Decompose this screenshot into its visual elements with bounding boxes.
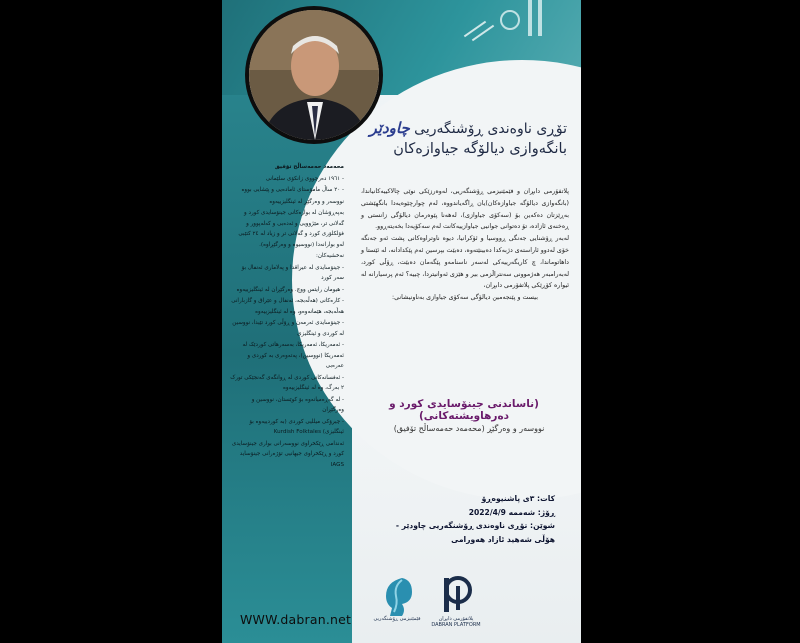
bio-item: - ٢٠ ساڵ مامۆستای ئامادەیی و پێشایی بووە: [241, 187, 344, 193]
body-paragraph: پلاتفۆرمی دابڕان و فێمێنیزمی ڕۆشنگەریی، لەوەرزێکی نوێی چالاکییەکانیاندا، (بانگەوازی دیالۆگە جیاوازەکان)یان ڕاگەیاندووە، لەم چوارچێوەیەدا بانگهێشتی بەڕێزتان دەکەین بۆ (سەکۆی جیاوازی)، لەهەنا پێوەرمان دیالۆگی زانستی و ڕەخنەی ئازادە، تۆ دەتوانی جوانیی جیاوازییەکانت لەم سەکۆیەدا بخەیتەڕوو.: [361, 188, 569, 231]
bio-item: - جینۆسایدی لە عیراقدا و پەلاماری ئەنفال بۆ سەر کورد: [241, 264, 344, 281]
lecture-title: (ناساندنی جینۆسایدی کورد و دەرهاویشتەکانی): [389, 398, 539, 422]
bio-item: - هیومان رایتس ووچ. وەرگێڕان لە ئینگلیزییەوە: [236, 286, 344, 293]
bio-item: - چیرۆکی میللیی کوردی (بە کوردییەوە بۆ ئینگلیزی) Kurdish Folktales: [249, 418, 344, 435]
dabran-caption-ku: پلاتفۆرمی دابڕان: [438, 616, 474, 622]
bio-item: نەخشیەکان:: [315, 253, 344, 259]
bio-item: - ئەفسانەکانی کوردی لە ڕوانگەی گەنجێکی تورک ٢ بەرگ، وە لە ئینگلیزییەوە: [230, 374, 344, 391]
dabran-logo-caption: [428, 616, 484, 628]
event-poster: [222, 0, 581, 643]
website-url: WWW.dabran.net: [240, 612, 352, 627]
event-details: [385, 492, 555, 546]
event-time: کات: ٣ی پاشنیوەڕۆ: [481, 494, 555, 503]
decorative-ring-icon: [500, 10, 520, 30]
chawder-logo-text: چاودێر: [369, 119, 410, 137]
dabran-caption-en: DABRAN PLATFORM: [431, 622, 481, 628]
bio-item: - ئەمەریکا، ئەمەریکا، بەسەرهاتی کوردێک لە ئەمەریکا (نووسین)، پەتەوەری بە کوردی و عەرەبی: [242, 342, 344, 369]
title-line-1: تۆڕی ناوەندی ڕۆشنگەریی: [414, 121, 567, 137]
event-date: ڕۆژ: شەممە 2022/4/9: [468, 507, 555, 517]
bio-item: - لە گەڕەمیانەوە بۆ کوێستان، نووسین و وەرگێڕان: [251, 396, 344, 413]
speaker-name: نووسەر و وەرگێڕ (محەمەد حەمەساڵح تۆفیق): [393, 424, 545, 433]
invitation-body: [361, 186, 569, 304]
dabran-logo-icon: [436, 572, 476, 616]
bio-heading: محەمەد حەمەساڵح تۆفیق: [274, 164, 344, 170]
bio-item: نووسەر و وەرگێڕ لە ئینگلیزییەوە: [269, 198, 344, 205]
bio-item: بەپەڕۆشان لە بوارەکانی جینۆسایدی کورد و گەلانی تر، مێژوویی و ئەدەبی و کەلەپوور و فۆلکلۆری کورد و گەلانی تر و زیاد لە ٢٤ کتێبی لەو بوارانەدا (نووسیوە و وەرگێڕاوە).: [238, 210, 344, 248]
feminism-logo-caption: فێمێنیزمی ڕۆشنگەریی: [373, 616, 421, 622]
poster-title: [317, 118, 567, 159]
event-place: شوێن: تۆڕی ناوەندی ڕۆشنگەریی چاودێر - هۆڵی شەهید ئازاد هەورامی: [395, 521, 555, 544]
bio-item: - ١٩٦١ دەرچووی زانکۆی سلێمانی: [265, 175, 344, 182]
bio-item: ئەندامی ڕێکخراوی نووسەرانی بواری جینۆسایدی کورد و ڕێکخراوی جیهانیی تۆژەرانی جینۆساید IAGS: [231, 440, 344, 468]
body-paragraph: لەبەر ڕۆشنایی جەنگی ڕووسیا و ئۆکرانیا، دیوە ناوتراوەکانی پشت ئەو جەنگە خۆی لەدوو ئاراستەی دژبەکدا دەبینێتەوە، دەبێت بپرسین ئەم پێکدادانە، لە ئێستا و داهاتوماندا، چ کاریگەرییەکی لەسەر ناسنامەو پێگەمان دەبێت، ڕۆڵی کورد، لەبەرامبەر هەژموونی سەنتراڵزمی بیر و هێزی ئەوانیتردا، چییە؟ ئەم پرسیارانە لە ئیوارە کۆڕێکی پلاتفۆرمی دابڕان،: [361, 235, 569, 290]
bio-item: - کارەکانی (هەڵەبجە، ئەنفال و عێراق و گازبارانی هەڵەبجە، هێمانەوەو، وە لە ئینگلیزییەوە: [231, 298, 344, 315]
bio-item: - جینۆسایدی ئەرمەن و ڕۆڵی کورد تێیدا، نووسین لە کوردی و ئینگلیزی: [232, 320, 344, 337]
body-paragraph: بیست و پێنجەمین دیالۆگی سەکۆی جیاوازی بەناونیشانی:: [392, 294, 538, 302]
decorative-lines: [460, 10, 498, 40]
title-line-2: بانگەوازی دیالۆگە جیاوازەکان: [393, 141, 567, 157]
decorative-bars: [522, 0, 552, 36]
speaker-bio: [230, 162, 344, 471]
